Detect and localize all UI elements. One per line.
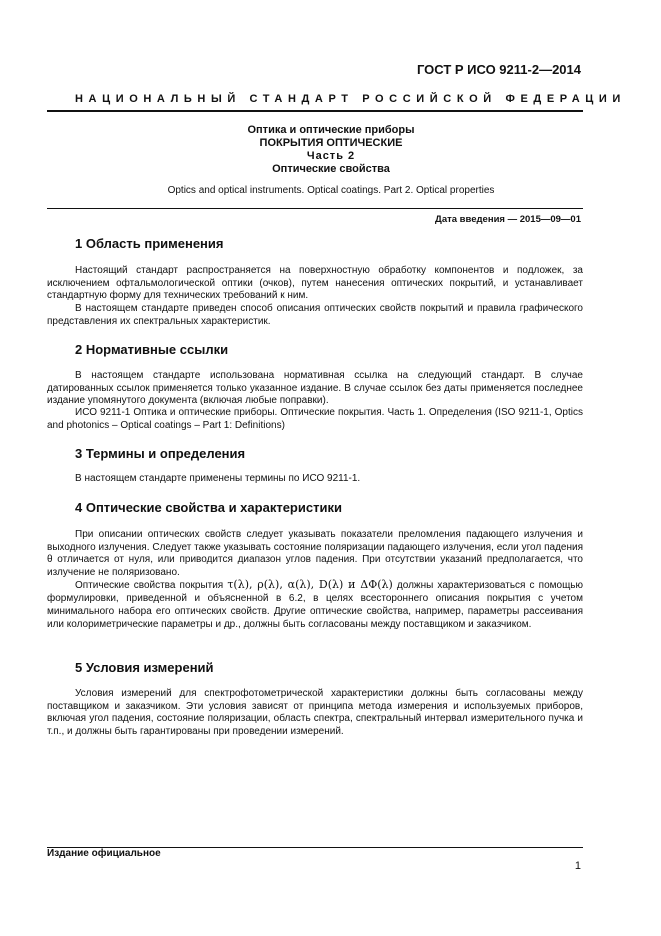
- section-1-heading: 1 Область применения: [75, 236, 224, 251]
- document-code: ГОСТ Р ИСО 9211-2—2014: [416, 62, 581, 77]
- title-line-2: ПОКРЫТИЯ ОПТИЧЕСКИЕ: [259, 137, 403, 149]
- section-3-paragraph-1: В настоящем стандарте применены термины по ИСО 9211-1.: [75, 473, 361, 484]
- section-4-p2-start: Оптические свойства покрытия: [75, 580, 224, 591]
- header-divider: [47, 110, 583, 112]
- section-5-paragraph-1: Условия измерений для спектрофотометрической характеристики должны быть согласованы между поставщиком и заказчиком. Эти условия зависят от принципа метода измерения и используемых приборов, включая угол падения, состояние поляризации, область спектра, спектральный интервал измерительного пучка и т.п., и должны быть гарантированы при проведении измерений.: [47, 688, 583, 737]
- section-1-paragraph-1: Настоящий стандарт распространяется на поверхностную обработку компонентов и подложек, за исключением офтальмологической оптики (очков), путем нанесения оптических покрытий, и устанавливает стандартную форму для технических требований к ним.: [47, 265, 583, 301]
- section-2-heading: 2 Нормативные ссылки: [75, 342, 229, 357]
- title-line-4: Оптические свойства: [272, 163, 390, 175]
- section-4-heading: 4 Оптические свойства и характеристики: [75, 500, 342, 515]
- section-3-heading: 3 Термины и определения: [75, 446, 246, 461]
- title-block: [47, 124, 615, 176]
- introduction-date: Дата введения — 2015—09—01: [435, 214, 581, 225]
- national-standard-title: НАЦИОНАЛЬНЫЙ СТАНДАРТ РОССИЙСКОЙ ФЕДЕРАЦИИ: [75, 93, 626, 105]
- title-line-1: Оптика и оптические приборы: [247, 124, 415, 136]
- page-number: 1: [574, 860, 581, 872]
- section-1-paragraph-2: В настоящем стандарте приведен способ описания оптических свойств покрытий и правила графического представления их спектральных характеристик.: [47, 303, 583, 327]
- english-title: Optics and optical instruments. Optical coatings. Part 2. Optical properties: [167, 185, 495, 196]
- section-2-paragraph-1: В настоящем стандарте использована нормативная ссылка на следующий стандарт. В случае датированных ссылок применяется только указанное издание. В случае ссылок без даты применяется последнее издание упомянутого документа (включая любые поправки).: [47, 370, 583, 406]
- section-4-p2-end: должны характеризоваться с помощью формулировки, приведенной и объясненной в 6.2, в целях всестороннего описания покрытия с учетом минимального набора его оптических свойств. Другие оптические свойства, например, параметры рассеивания или колориметрические параметры и др., должны быть согласованы между поставщиком и заказчиком.: [47, 580, 584, 630]
- edition-label: Издание официальное: [47, 848, 161, 859]
- section-4-paragraph-2: [47, 578, 583, 631]
- title-divider: [47, 208, 583, 209]
- section-4-paragraph-1: При описании оптических свойств следует указывать показатели преломления падающего излучения и выходного излучения. Следует также указывать состояние поляризации падающего излучения, если угол падения θ отличается от нуля, или приводится диапазон углов падения. При отсутствии указаний предполагается, что излучение не поляризовано.: [47, 529, 583, 578]
- section-5-heading: 5 Условия измерений: [75, 660, 214, 675]
- section-2-paragraph-2: ИСО 9211-1 Оптика и оптические приборы. Оптические покрытия. Часть 1. Определения (ISO 9211-1, Optics and photonics – Optical coatings – Part 1: Definitions): [47, 407, 583, 431]
- title-line-3: Часть 2: [306, 150, 356, 162]
- optical-symbols: τ(λ), ρ(λ), α(λ), D(λ) и ΔΦ(λ): [227, 578, 393, 591]
